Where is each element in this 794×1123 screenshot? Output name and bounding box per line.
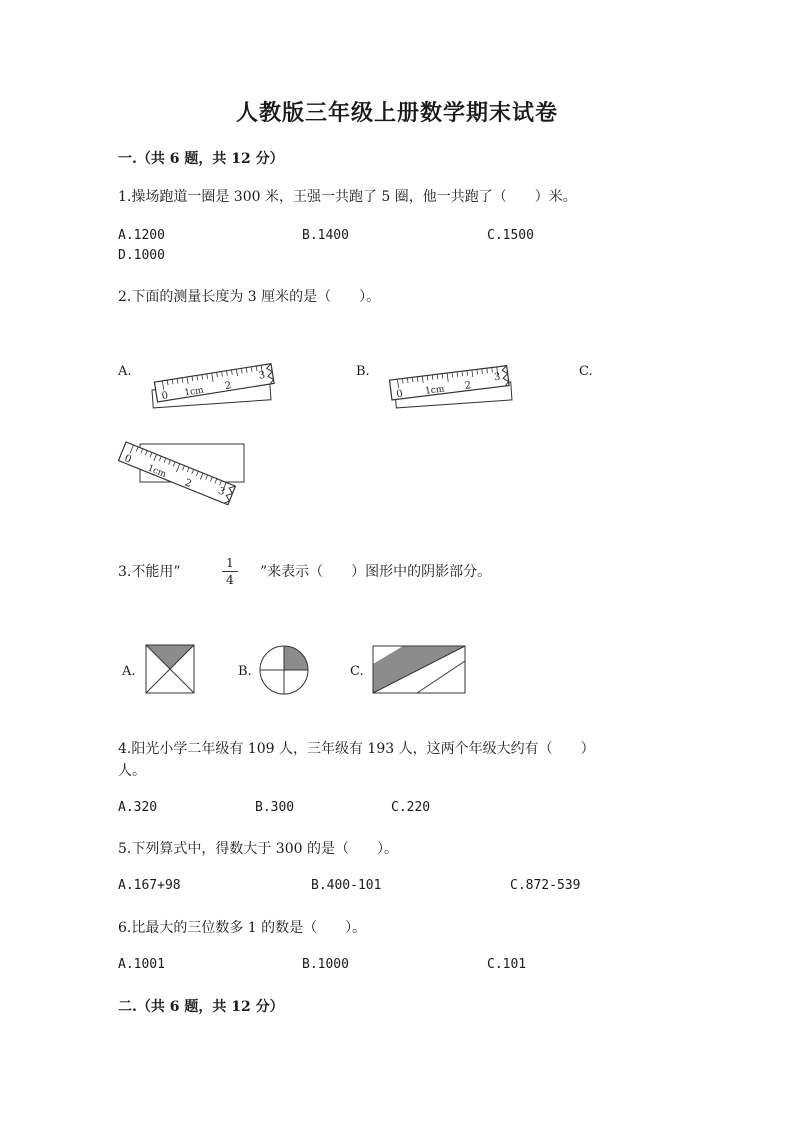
ruler-c-mark-1cm: 1cm	[145, 463, 168, 480]
question-3-label-a[interactable]: A.	[122, 664, 136, 679]
ruler-a-mark-0: 0	[160, 390, 169, 403]
ruler-b-mark-1cm: 1cm	[424, 384, 446, 397]
fraction-numerator: 1	[226, 556, 234, 570]
question-1-option-a[interactable]: A.1200	[118, 228, 165, 243]
question-3-text-before: 3.不能用”	[118, 564, 181, 580]
question-4-text-line-2: 人。	[118, 763, 146, 779]
question-3-text-after: ”来表示（ ）图形中的阴影部分。	[260, 564, 492, 580]
circle-quarter-shaded-figure	[259, 645, 309, 695]
question-4-option-a[interactable]: A.320	[118, 800, 158, 815]
question-3-label-c[interactable]: C.	[350, 664, 364, 679]
section-two-heading: 二.（共 6 题，共 12 分）	[118, 999, 284, 1015]
question-4-text-line-1: 4.阳光小学二年级有 109 人，三年级有 193 人，这两个年级大约有（ ）	[118, 741, 595, 757]
ruler-b-mark-2: 2	[464, 380, 472, 392]
question-1-option-d[interactable]: D.1000	[118, 248, 165, 263]
ruler-a-mark-3: 3	[257, 369, 266, 382]
rectangle-strip-shaded-figure	[373, 646, 465, 694]
question-2-text: 2.下面的测量长度为 3 厘米的是（ ）。	[118, 289, 381, 305]
question-1-text: 1.操场跑道一圈是 300 米，王强一共跑了 5 圈，他一共跑了（ ）米。	[118, 189, 577, 205]
ruler-b-mark-3: 3	[493, 371, 502, 384]
question-3-fraction	[222, 556, 238, 587]
question-2-label-a[interactable]: A.	[118, 364, 132, 379]
question-6-option-a[interactable]: A.1001	[118, 957, 165, 972]
question-2-label-c[interactable]: C.	[579, 364, 593, 379]
ruler-figure-b	[385, 362, 525, 418]
ruler-a-mark-2: 2	[224, 380, 233, 393]
question-4-option-b[interactable]: B.300	[255, 800, 295, 815]
page-title: 人教版三年级上册数学期末试卷	[235, 100, 558, 126]
question-1-option-b[interactable]: B.1400	[302, 228, 349, 243]
question-1-option-c[interactable]: C.1500	[487, 228, 534, 243]
square-quarter-shaded-figure	[146, 645, 194, 693]
fraction-bar	[222, 571, 238, 572]
ruler-a-mark-1cm: 1cm	[183, 385, 205, 399]
fraction-denominator: 4	[226, 573, 234, 587]
ruler-c-mark-3: 3	[216, 485, 227, 499]
question-5-text: 5.下列算式中，得数大于 300 的是（ ）。	[118, 841, 398, 857]
ruler-c-mark-2: 2	[183, 477, 194, 491]
ruler-figure-c	[116, 436, 252, 512]
question-2-label-b[interactable]: B.	[356, 364, 370, 379]
question-5-option-b[interactable]: B.400-101	[311, 878, 382, 893]
ruler-figure-a	[148, 362, 288, 418]
ruler-c-mark-0: 0	[122, 453, 133, 466]
question-5-option-c[interactable]: C.872-539	[510, 878, 581, 893]
question-6-option-c[interactable]: C.101	[487, 957, 527, 972]
question-6-text: 6.比最大的三位数多 1 的数是（ ）。	[118, 920, 367, 936]
question-4-option-c[interactable]: C.220	[391, 800, 431, 815]
section-one-heading: 一.（共 6 题，共 12 分）	[118, 151, 284, 167]
question-6-option-b[interactable]: B.1000	[302, 957, 349, 972]
question-5-option-a[interactable]: A.167+98	[118, 878, 181, 893]
question-3-label-b[interactable]: B.	[238, 664, 252, 679]
ruler-b-mark-0: 0	[395, 388, 404, 401]
